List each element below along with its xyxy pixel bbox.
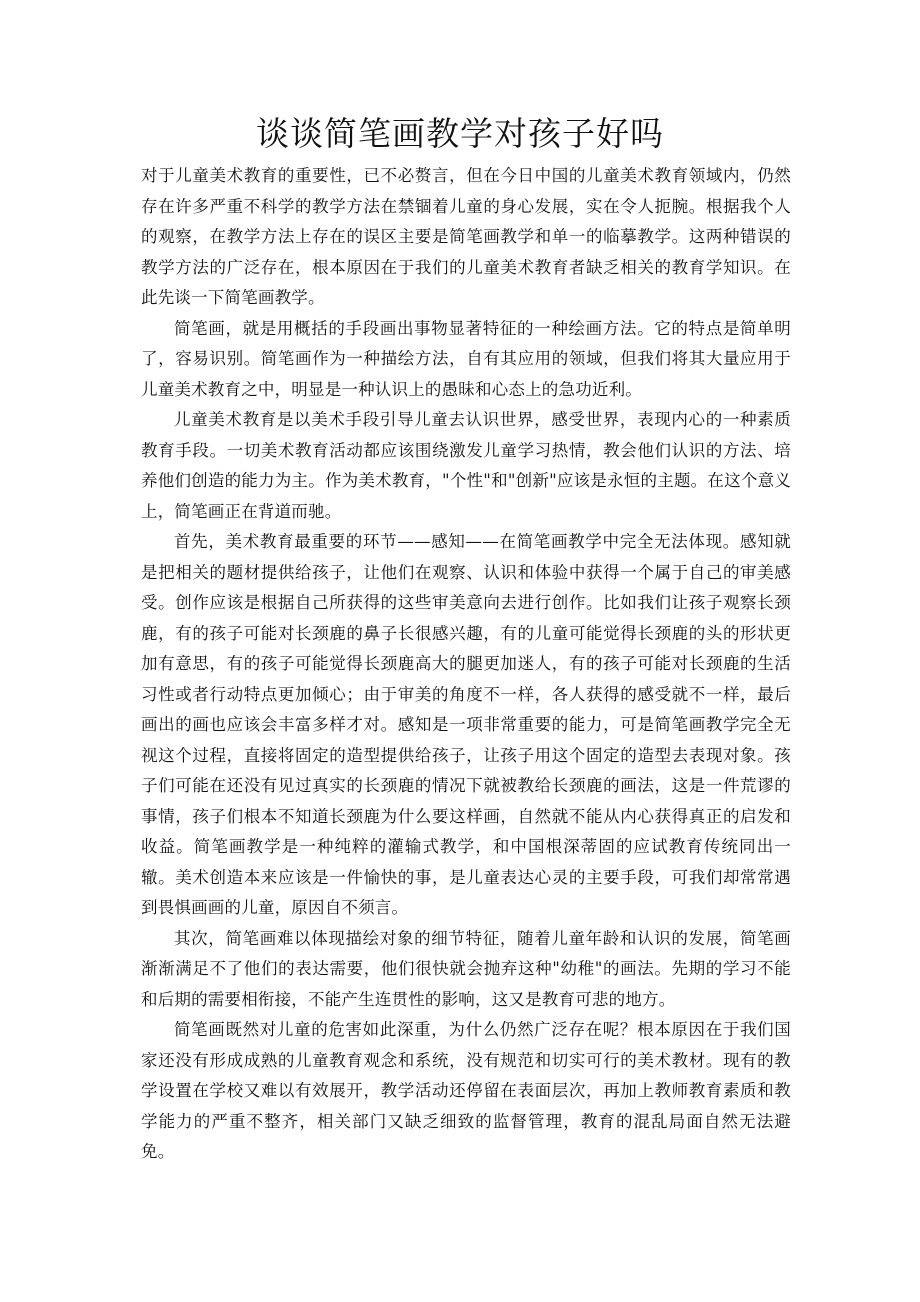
document-title: 谈谈简笔画教学对孩子好吗 (256, 114, 664, 153)
paragraph-definition: 简笔画，就是用概括的手段画出事物显著特征的一种绘画方法。它的特点是简单明了，容易识别。简笔画作为一种描绘方法，自有其应用的领域，但我们将其大量应用于儿童美术教育之中，明显是一种认识上的愚昧和心态上的急功近利。 (141, 318, 791, 399)
paragraph-intro: 对于儿童美术教育的重要性，已不必赘言，但在今日中国的儿童美术教育领域内，仍然存在许多严重不科学的教学方法在禁锢着儿童的身心发展，实在令人扼腕。根据我个人的观察，在教学方法上存在的误区主要是简笔画教学和单一的临摹教学。这两种错误的教学方法的广泛存在，根本原因在于我们的儿童美术教育者缺乏相关的教育学知识。在此先谈一下简笔画教学。 (141, 166, 791, 307)
paragraph-conclusion: 简笔画既然对儿童的危害如此深重，为什么仍然广泛存在呢？根本原因在于我们国家还没有形成成熟的儿童教育观念和系统，没有规范和切实可行的美术教材。现有的教学设置在学校又难以有效展开，教学活动还停留在表面层次，再加上教师教育素质和教学能力的严重不整齐，相关部门又缺乏细致的监督管理，教育的混乱局面自然无法避免。 (141, 1020, 791, 1161)
paragraph-first-point: 首先，美术教育最重要的环节——感知——在简笔画教学中完全无法体现。感知就是把相关的题材提供给孩子，让他们在观察、认识和体验中获得一个属于自己的审美感受。创作应该是根据自己所获得的这些审美意向去进行创作。比如我们让孩子观察长颈鹿，有的孩子可能对长颈鹿的鼻子长很感兴趣，有的儿童可能觉得长颈鹿的头的形状更加有意思，有的孩子可能觉得长颈鹿高大的腿更加迷人，有的孩子可能对长颈鹿的生活习性或者行动特点更加倾心；由于审美的角度不一样，各人获得的感受就不一样，最后画出的画也应该会丰富多样才对。感知是一项非常重要的能力，可是简笔画教学完全无视这个过程，直接将固定的造型提供给孩子，让孩子用这个固定的造型去表现对象。孩子们可能在还没有见过真实的长颈鹿的情况下就被教给长颈鹿的画法，这是一件荒谬的事情，孩子们根本不知道长颈鹿为什么要这样画，自然就不能从内心获得真正的启发和收益。简笔画教学是一种纯粹的灌输式教学，和中国根深蒂固的应试教育传统同出一辙。美术创造本来应该是一件愉快的事，是儿童表达心灵的主要手段，可我们却常常遇到畏惧画画的儿童，原因自不须言。 (141, 532, 791, 917)
paragraph-second-point: 其次，简笔画难以体现描绘对象的细节特征，随着儿童年龄和认识的发展，简笔画渐渐满足不了他们的表达需要，他们很快就会抛弃这种"幼稚"的画法。先期的学习不能和后期的需要相衔接，不能产生连贯性的影响，这又是教育可悲的地方。 (141, 928, 791, 1009)
document-body (141, 161, 791, 1168)
paragraph-education-purpose: 儿童美术教育是以美术手段引导儿童去认识世界，感受世界，表现内心的一种素质教育手段。一切美术教育活动都应该围绕激发儿童学习热情，教会他们认识的方法、培养他们创造的能力为主。作为美术教育，"个性"和"创新"应该是永恒的主题。在这个意义上，简笔画正在背道而驰。 (141, 410, 791, 521)
